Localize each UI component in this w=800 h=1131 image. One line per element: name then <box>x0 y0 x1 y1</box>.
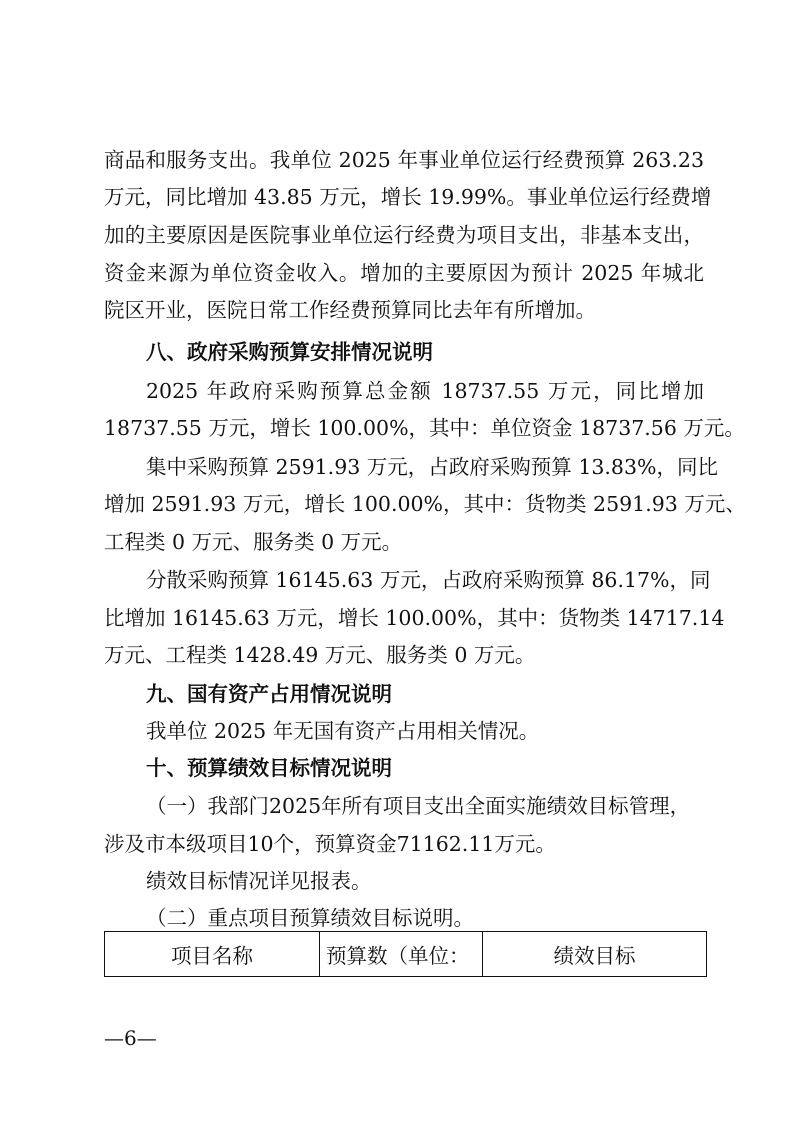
paragraph-line: 万元、工程类 1428.49 万元、服务类 0 万元。 <box>104 643 536 667</box>
page-number: —6— <box>104 1026 157 1050</box>
table-header-cell: 预算数（单位： <box>320 932 483 977</box>
paragraph-line: 2025 年政府采购预算总金额 18737.55 万元，同比增加 <box>146 379 704 403</box>
paragraph-line: 分散采购预算 16145.63 万元，占政府采购预算 86.17%，同 <box>146 568 711 592</box>
paragraph-line: 资金来源为单位资金收入。增加的主要原因为预计 2025 年城北 <box>104 261 704 285</box>
paragraph-line: 加的主要原因是医院事业单位运行经费为项目支出，非基本支出， <box>104 223 704 247</box>
paragraph-line: （一）我部门2025年所有项目支出全面实施绩效目标管理， <box>146 794 691 818</box>
paragraph-line: 我单位 2025 年无国有资产占用相关情况。 <box>146 719 540 743</box>
section-heading: 十、预算绩效目标情况说明 <box>146 756 392 780</box>
paragraph-line: 商品和服务支出。我单位 2025 年事业单位运行经费预算 263.23 <box>104 148 704 172</box>
paragraph-line: 院区开业，医院日常工作经费预算同比去年有所增加。 <box>104 298 596 322</box>
paragraph-line: 万元，同比增加 43.85 万元，增长 19.99%。事业单位运行经费增 <box>104 185 712 209</box>
paragraph-line: 增加 2591.93 万元，增长 100.00%，其中：货物类 2591.93 万元、 <box>104 492 746 516</box>
paragraph-line: 涉及市本级项目10个，预算资金71162.11万元。 <box>104 832 556 856</box>
paragraph-line: 工程类 0 万元、服务类 0 万元。 <box>104 530 403 554</box>
paragraph-line: 比增加 16145.63 万元，增长 100.00%，其中：货物类 14717.14 <box>104 606 725 630</box>
paragraph-line: 18737.55 万元，增长 100.00%，其中：单位资金 18737.56 万元。 <box>104 416 745 440</box>
paragraph-line: （二）重点项目预算绩效目标说明。 <box>146 906 474 930</box>
section-heading: 九、国有资产占用情况说明 <box>146 682 392 706</box>
paragraph-line: 绩效目标情况详见报表。 <box>146 869 372 893</box>
table-header-cell: 绩效目标 <box>483 932 707 977</box>
performance-targets-table <box>104 931 707 977</box>
paragraph-line: 集中采购预算 2591.93 万元，占政府采购预算 13.83%，同比 <box>146 455 718 479</box>
table-header-row <box>105 932 707 977</box>
table-header-cell: 项目名称 <box>105 932 320 977</box>
section-heading: 八、政府采购预算安排情况说明 <box>146 340 433 364</box>
